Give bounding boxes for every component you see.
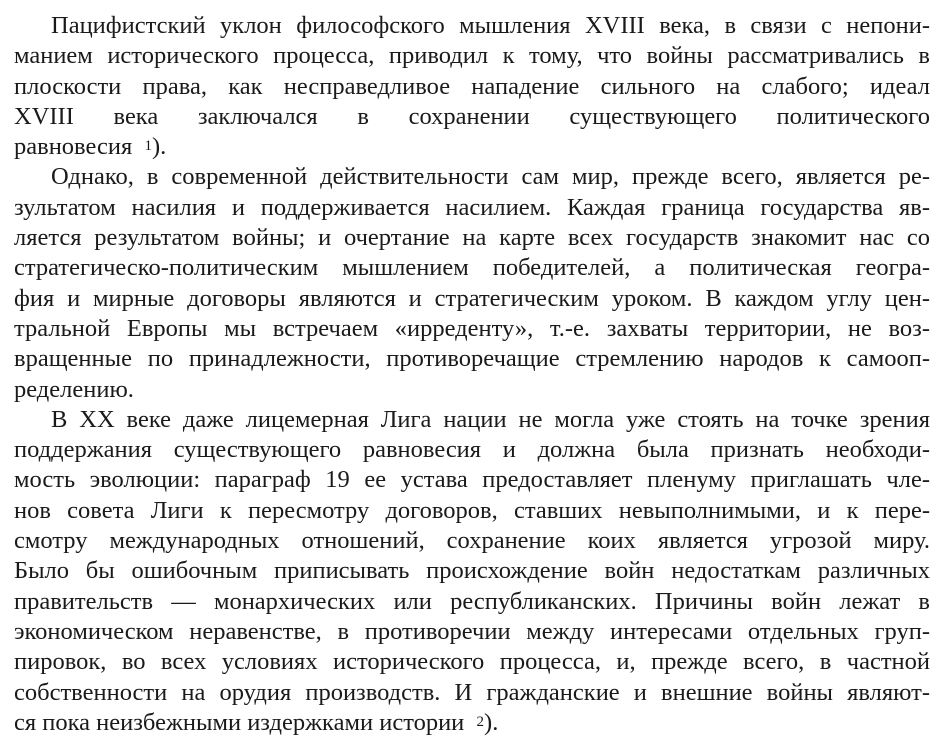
text-line: фия и мирные договоры являются и стратегическим уроком. В каждом углу цен-	[14, 284, 930, 312]
document-page	[14, 11, 930, 738]
text-line: ляется результатом войны; и очертание на карте всех государств знакомит нас со	[14, 224, 930, 252]
text-line: пировок, во всех условиях исторического процесса, и, прежде всего, в частной	[14, 648, 930, 676]
text-line: В XX веке даже лицемерная Лига нации не могла уже стоять на точке зрения	[51, 405, 930, 433]
text-line: правительств — монархических или республиканских. Причины войн лежат в	[14, 587, 930, 615]
text-line: стратегическо-политическим мышлением победителей, а политическая геогра-	[14, 254, 930, 282]
text-fragment: ся пока неизбежными издержками истории	[14, 708, 465, 736]
text-line: экономическом неравенстве, в противоречии между интересами отдельных груп-	[14, 617, 930, 645]
text-line: тральной Европы мы встречаем «ирреденту», т.-е. захваты территории, не воз-	[14, 314, 930, 342]
text-line: XVIII века заключался в сохранении существующего политического	[14, 102, 930, 130]
text-line: собственности на орудия производств. И гражданские и внешние войны являют-	[14, 678, 930, 706]
text-line: Пацифистский уклон философского мышления XVIII века, в связи с непони-	[51, 12, 930, 39]
text-fragment: равновесия	[14, 133, 133, 161]
text-fragment: ).	[484, 708, 499, 736]
text-line: нов совета Лиги к пересмотру договоров, ставших невыполнимыми, и к пере-	[14, 496, 930, 524]
text-line: вращенные по принадлежности, противоречащие стремлению народов к самооп-	[14, 345, 930, 373]
text-line: поддержания существующего равновесия и должна была признать необходи-	[14, 436, 930, 464]
paragraph-1	[14, 11, 930, 162]
text-fragment: ).	[151, 133, 167, 161]
text-line: Однако, в современной действительности сам мир, прежде всего, является ре-	[51, 163, 930, 191]
text-line: зультатом насилия и поддерживается насилием. Каждая граница государства яв-	[14, 193, 930, 221]
text-line: плоскости права, как несправедливое нападение сильного на слабого; идеал	[14, 72, 930, 100]
paragraph-3	[14, 405, 930, 738]
text-line-last	[14, 132, 930, 162]
text-line: манием исторического процесса, приводил к тому, что войны рассматривались в	[14, 42, 930, 70]
text-line: Было бы ошибочным приписывать происхождение войн недостаткам различных	[14, 557, 930, 585]
text-line-last: ределению.	[14, 375, 134, 403]
paragraph-2	[14, 162, 930, 404]
footnote-marker[interactable]: 1	[144, 138, 152, 155]
text-line: смотру международных отношений, сохранение коих является угрозой миру.	[14, 527, 930, 555]
footnote-marker[interactable]: 2	[476, 713, 485, 730]
text-line-last	[14, 708, 930, 738]
text-line: мость эволюции: параграф 19 ее устава предоставляет пленуму приглашать чле-	[14, 466, 930, 494]
